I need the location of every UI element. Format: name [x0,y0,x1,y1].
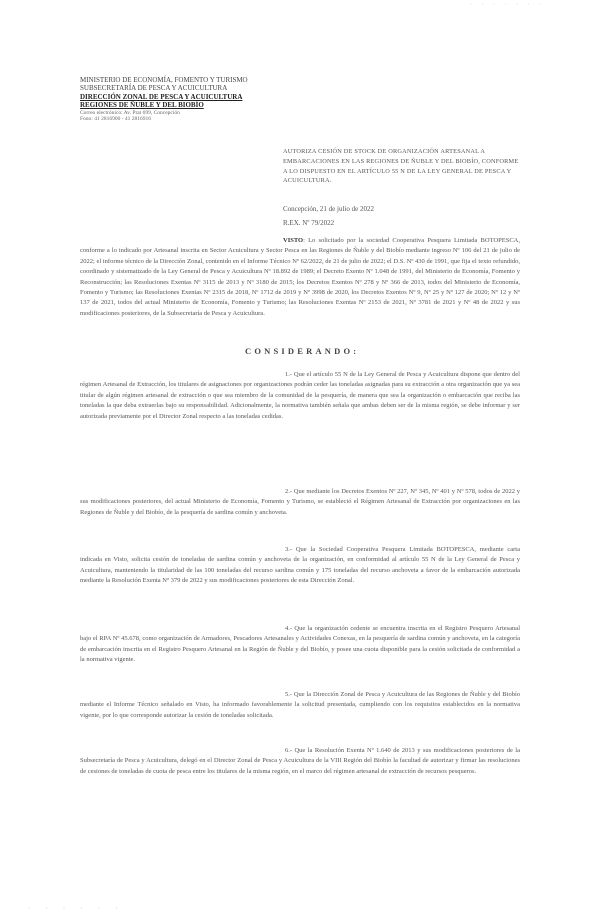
considerando-item: 5.- Que la Dirección Zonal de Pesca y Acuicultura de las Regiones de Ñuble y del Biobío mediante el Informe Técnico señalado en Visto, ha informado favorablemente la solicitud presentada, cumpliendo con los requisitos establecidos en la normativa vigente, por lo que corresponde autorizar la cesión de toneladas solicitada. [80,691,520,719]
visto-label: VISTO [283,237,304,244]
considerando-item: 2.- Que mediante los Decretos Exentos Nº 227, Nº 345, Nº 401 y Nº 578, todos de 2022 y sus modificaciones posteriores, del actual Ministerio de Economía, Fomento y Turismo, se estableció el Régimen Artesanal de Extracción por organizaciones en las Regiones de Ñuble y del Biobío, de la pesquería de sardina común y anchoveta. [80,488,520,516]
visto-text: : Lo solicitado por la sociedad Cooperativa Pesquera Limitada BOTOPESCA, conforme a lo indicado por Artesanal inscrita en Sector Acuicultura y Sector Pesca en las Regiones de Ñuble y del Biobío mediante ingreso Nº 106 del 21 de julio de 2022; el informe técnico de la Dirección Zonal, contenido en el Informe Técnico Nº 62/2022, de 21 de julio de 2022; el D.S. Nº 430 de 1991, que fija el texto refundido, coordinado y sistematizado de la Ley General de Pesca y Acuicultura Nº 18.892 de 1989; el Decreto Exento Nº 1.048 de 1991, del Ministerio de Economía, Fomento y Reconstrucción; las Resoluciones Exentas Nº 3115 de 2013 y Nº 3180 de 2015; los Decretos Exentos Nº 278 y Nº 366 de 2013, todos del Ministerio de Economía, Fomento y Turismo; las Resoluciones Exentas Nº 2315 de 2018, Nº 1712 de 2019 y Nº 3998 de 2020, los Decretos Exentos Nº 9, Nº 25 y Nº 127 de 2020; Nº 12 y Nº 137 de 2021, todos del actual Ministerio de Economía, Fomento y Turismo; las Resoluciones Exentas Nº 2153 de 2021, Nº 3781 de 2021 y Nº 48 de 2022 y sus modificaciones posteriores, de la Subsecretaría de Pesca y Acuicultura. [80,237,520,317]
zonal-direction-line: DIRECCIÓN ZONAL DE PESCA Y ACUICULTURA [80,92,243,101]
scan-edge-marks: · · · · · · · [470,2,545,8]
scan-footer-marks: · · · · · · [28,906,125,912]
visto-paragraph [80,236,520,319]
considerando-item: 4.- Que la organización cedente se encuentra inscrita en el Registro Pesquero Artesanal bajo el RPA Nº 45.678, como organización de Armadores, Pescadores Artesanales y Actividades Conexas, en la pesquería de sardina común y anchoveta, en la categoría de embarcación inscrita en el Registro Pesquero Artesanal en la Región de Ñuble y del Biobío, y posee una cuota disponible para la cesión solicitada de conformidad a la normativa vigente. [80,625,520,664]
considerando-item: 3.- Que la Sociedad Cooperativa Pesquera Limitada BOTOPESCA, mediante carta indicada en Visto, solicita cesión de toneladas de sardina común y anchoveta de la organización, en conformidad al artículo 55 N de la Ley General de Pesca y Acuicultura, manteniendo la titularidad de las 100 toneladas del recurso sardina común y 175 toneladas del recurso anchoveta a favor de la embarcación autorizada mediante la Resolución Exenta Nº 379 de 2022 y sus modificaciones posteriores de esta Dirección Zonal. [80,546,520,585]
address-line: Correo electrónico: Av. Prat 699, Concepción [80,109,180,116]
phone-line: Fono: 41 2816900 - 41 2816916 [80,116,152,123]
subsecretariat-line: SUBSECRETARÍA DE PESCA Y ACUICULTURA [80,84,228,93]
resolution-number: R.EX. Nº 79/2022 [283,219,335,227]
regions-line: REGIONES DE ÑUBLE Y DEL BIOBÍO [80,101,204,110]
ministry-line: MINISTERIO DE ECONOMÍA, FOMENTO Y TURISMO [80,76,248,84]
letterhead [80,76,280,123]
considerando-item: 6.- Que la Resolución Exenta Nº 1.640 de 2013 y sus modificaciones posteriores de la Subsecretaría de Pesca y Acuicultura, delegó en el Director Zonal de Pesca y Acuicultura de la VIII Región del Biobío la facultad de autorizar y firmar las resoluciones de cesiones de toneladas de cuota de pesca entre los titulares de la misma región, en el marco del régimen artesanal de extracción de recursos pesqueros. [80,747,520,775]
place-date: Concepción, 21 de julio de 2022 [283,205,374,213]
resolution-subject: AUTORIZA CESIÓN DE STOCK DE ORGANIZACIÓN ARTESANAL A EMBARCACIONES EN LAS REGIONES DE ÑUBLE Y DEL BIOBÍO, CONFORME A LO DISPUESTO EN EL ARTÍCULO 55 N DE LA LEY GENERAL DE PESCA Y ACUICULTURA. [283,148,519,185]
considerando-item: 1.- Que el artículo 55 N de la Ley General de Pesca y Acuicultura dispone que dentro del régimen Artesanal de Extracción, los titulares de asignaciones por organizaciones podrán ceder las toneladas asignadas para su extracción a otra organización que ya sea titular de algún régimen artesanal de extracción o que sea miembro de la comunidad de la pesquería, de manera que sea la organización o embarcación que reciba las toneladas la que deba extraerlas bajo su responsabilidad. Adicionalmente, la normativa también señala que ambas deben ser de la misma región, se debe informar y ser autorizada previamente por el Director Zonal respecto a las toneladas cedidas. [80,371,520,420]
considerando-heading: CONSIDERANDO: [245,346,360,356]
